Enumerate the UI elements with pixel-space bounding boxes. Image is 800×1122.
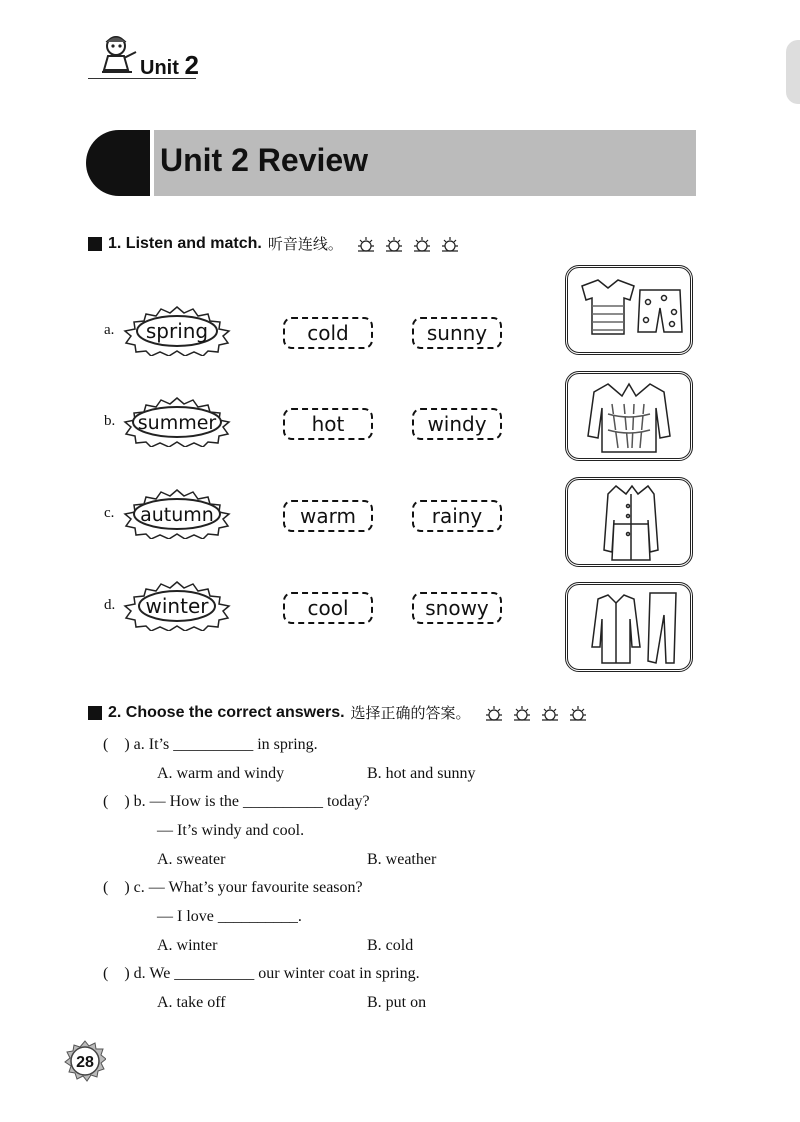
row-letter: a. (104, 322, 115, 338)
section-marker (88, 237, 102, 251)
word-card[interactable]: hot (283, 408, 373, 440)
season-burst[interactable] (122, 489, 232, 539)
question-c-reply: — I love __________. (157, 908, 302, 925)
section2-heading: 2. Choose the correct answers. 选择正确的答案。 (88, 702, 589, 723)
rating-suns (483, 704, 589, 722)
page-number-badge (64, 1040, 106, 1082)
option-a[interactable]: A. sweater (157, 851, 226, 868)
header-unit-label: Unit 2 (140, 50, 199, 80)
option-a[interactable]: A. warm and windy (157, 765, 285, 782)
question-d-stem: ( ) d. We __________ our winter coat in spring. (103, 965, 420, 982)
option-b[interactable]: B. weather (367, 851, 437, 868)
word-card[interactable]: sunny (412, 317, 502, 349)
sun-icon (511, 704, 533, 722)
svg-text:winter: winter (145, 594, 209, 618)
question-c-stem: ( ) c. — What’s your favourite season? (103, 879, 363, 896)
sweater-icon (568, 374, 690, 458)
row-letter: b. (104, 413, 116, 429)
sun-icon (411, 235, 433, 253)
question-a-stem: ( ) a. It’s __________ in spring. (103, 736, 318, 753)
option-b[interactable]: B. hot and sunny (367, 765, 476, 782)
word-card[interactable]: windy (412, 408, 502, 440)
svg-text:28: 28 (76, 1054, 94, 1071)
svg-text:spring: spring (145, 319, 209, 343)
row-letter: d. (104, 597, 116, 613)
rating-suns (355, 235, 461, 253)
section1-heading: 1. Listen and match. 听音连线。 (88, 233, 461, 254)
sun-icon (483, 704, 505, 722)
word-card[interactable]: cool (283, 592, 373, 624)
row-letter: c. (104, 505, 115, 521)
svg-text:summer: summer (137, 412, 217, 434)
sun-icon (539, 704, 561, 722)
image-card[interactable] (565, 265, 693, 355)
word-card[interactable]: warm (283, 500, 373, 532)
shirt-pants-icon (568, 585, 690, 669)
season-burst[interactable] (122, 306, 232, 356)
svg-text:autumn: autumn (140, 504, 214, 526)
season-burst[interactable] (122, 397, 232, 447)
question-b-stem: ( ) b. — How is the __________ today? (103, 793, 370, 810)
option-b[interactable]: B. put on (367, 994, 427, 1011)
question-b-reply: — It’s windy and cool. (157, 822, 305, 839)
page-edge-tab (786, 40, 800, 104)
sun-icon (383, 235, 405, 253)
option-a[interactable]: A. take off (157, 994, 226, 1011)
word-card[interactable]: snowy (412, 592, 502, 624)
mascot-icon (94, 32, 142, 78)
section-marker (88, 706, 102, 720)
sun-icon (439, 235, 461, 253)
coat-icon (568, 480, 690, 564)
option-b[interactable]: B. cold (367, 937, 414, 954)
image-card[interactable] (565, 582, 693, 672)
season-burst[interactable] (122, 581, 232, 631)
image-card[interactable] (565, 477, 693, 567)
sun-icon (355, 235, 377, 253)
word-card[interactable]: rainy (412, 500, 502, 532)
word-card[interactable]: cold (283, 317, 373, 349)
tshirt-shorts-icon (568, 268, 690, 352)
option-a[interactable]: A. winter (157, 937, 218, 954)
header-underline (88, 78, 196, 79)
sun-icon (567, 704, 589, 722)
image-card[interactable] (565, 371, 693, 461)
page-title: Unit 2 Review (160, 142, 369, 178)
